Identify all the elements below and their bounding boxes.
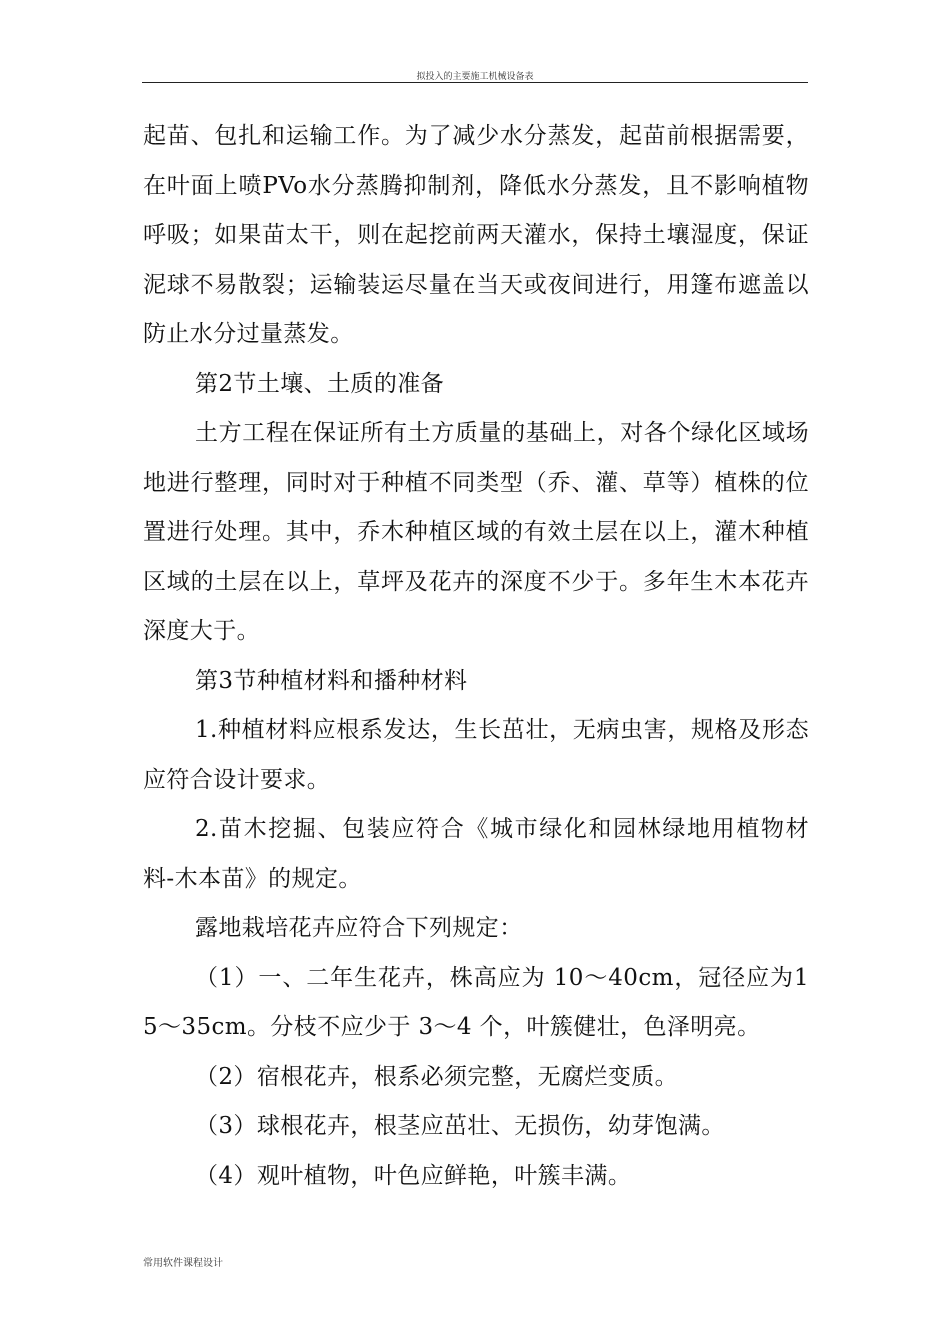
paragraph-seedling-transport: 起苗、包扎和运输工作。为了减少水分蒸发，起苗前根据需要，在叶面上喷PVo水分蒸腾抑制剂，降低水分蒸发，且不影响植物呼吸；如果苗太干，则在起挖前两天灌水，保持土壤湿度，保证泥球不易散裂；运输装运尽量在当天或夜间进行，用篷布遮盖以防止水分过量蒸发。 bbox=[143, 123, 809, 347]
paragraph-item-1: 1.种植材料应根系发达，生长茁壮，无病虫害，规格及形态应符合设计要求。 bbox=[143, 717, 809, 793]
paragraph-sub-item-2: （2）宿根花卉，根系必须完整，无腐烂变质。 bbox=[195, 1063, 679, 1090]
section-heading-planting-materials: 第3节种植材料和播种材料 bbox=[195, 667, 468, 694]
paragraph-sub-item-1: （1）一、二年生花卉，株高应为 10～40cm，冠径应为15～35cm。分枝不应少于 3～4 个，叶簇健壮，色泽明亮。 bbox=[143, 964, 809, 1040]
page-footer: 常用软件课程设计 bbox=[143, 1258, 223, 1269]
paragraph-earthwork: 土方工程在保证所有土方质量的基础上，对各个绿化区域场地进行整理，同时对于种植不同类型（乔、灌、草等）植株的位置进行处理。其中，乔木种植区域的有效土层在以上，灌木种植区域的土层在以上，草坪及花卉的深度不少于。多年生木本花卉深度大于。 bbox=[143, 420, 809, 644]
header-title: 拟投入的主要施工机械设备表 bbox=[416, 72, 534, 82]
section-heading-soil: 第2节土壤、土质的准备 bbox=[195, 370, 445, 397]
header-rule bbox=[142, 82, 808, 83]
document-body bbox=[143, 112, 809, 1201]
paragraph-sub-item-3: （3）球根花卉，根茎应茁壮、无损伤，幼芽饱满。 bbox=[195, 1113, 725, 1139]
paragraph-sub-item-4: （4）观叶植物，叶色应鲜艳，叶簇丰满。 bbox=[195, 1162, 632, 1189]
paragraph-open-field-flowers: 露地栽培花卉应符合下列规定： bbox=[195, 915, 523, 941]
page-header bbox=[142, 72, 808, 86]
paragraph-item-2: 2.苗木挖掘、包装应符合《城市绿化和园林绿地用植物材料-木本苗》的规定。 bbox=[143, 816, 809, 892]
